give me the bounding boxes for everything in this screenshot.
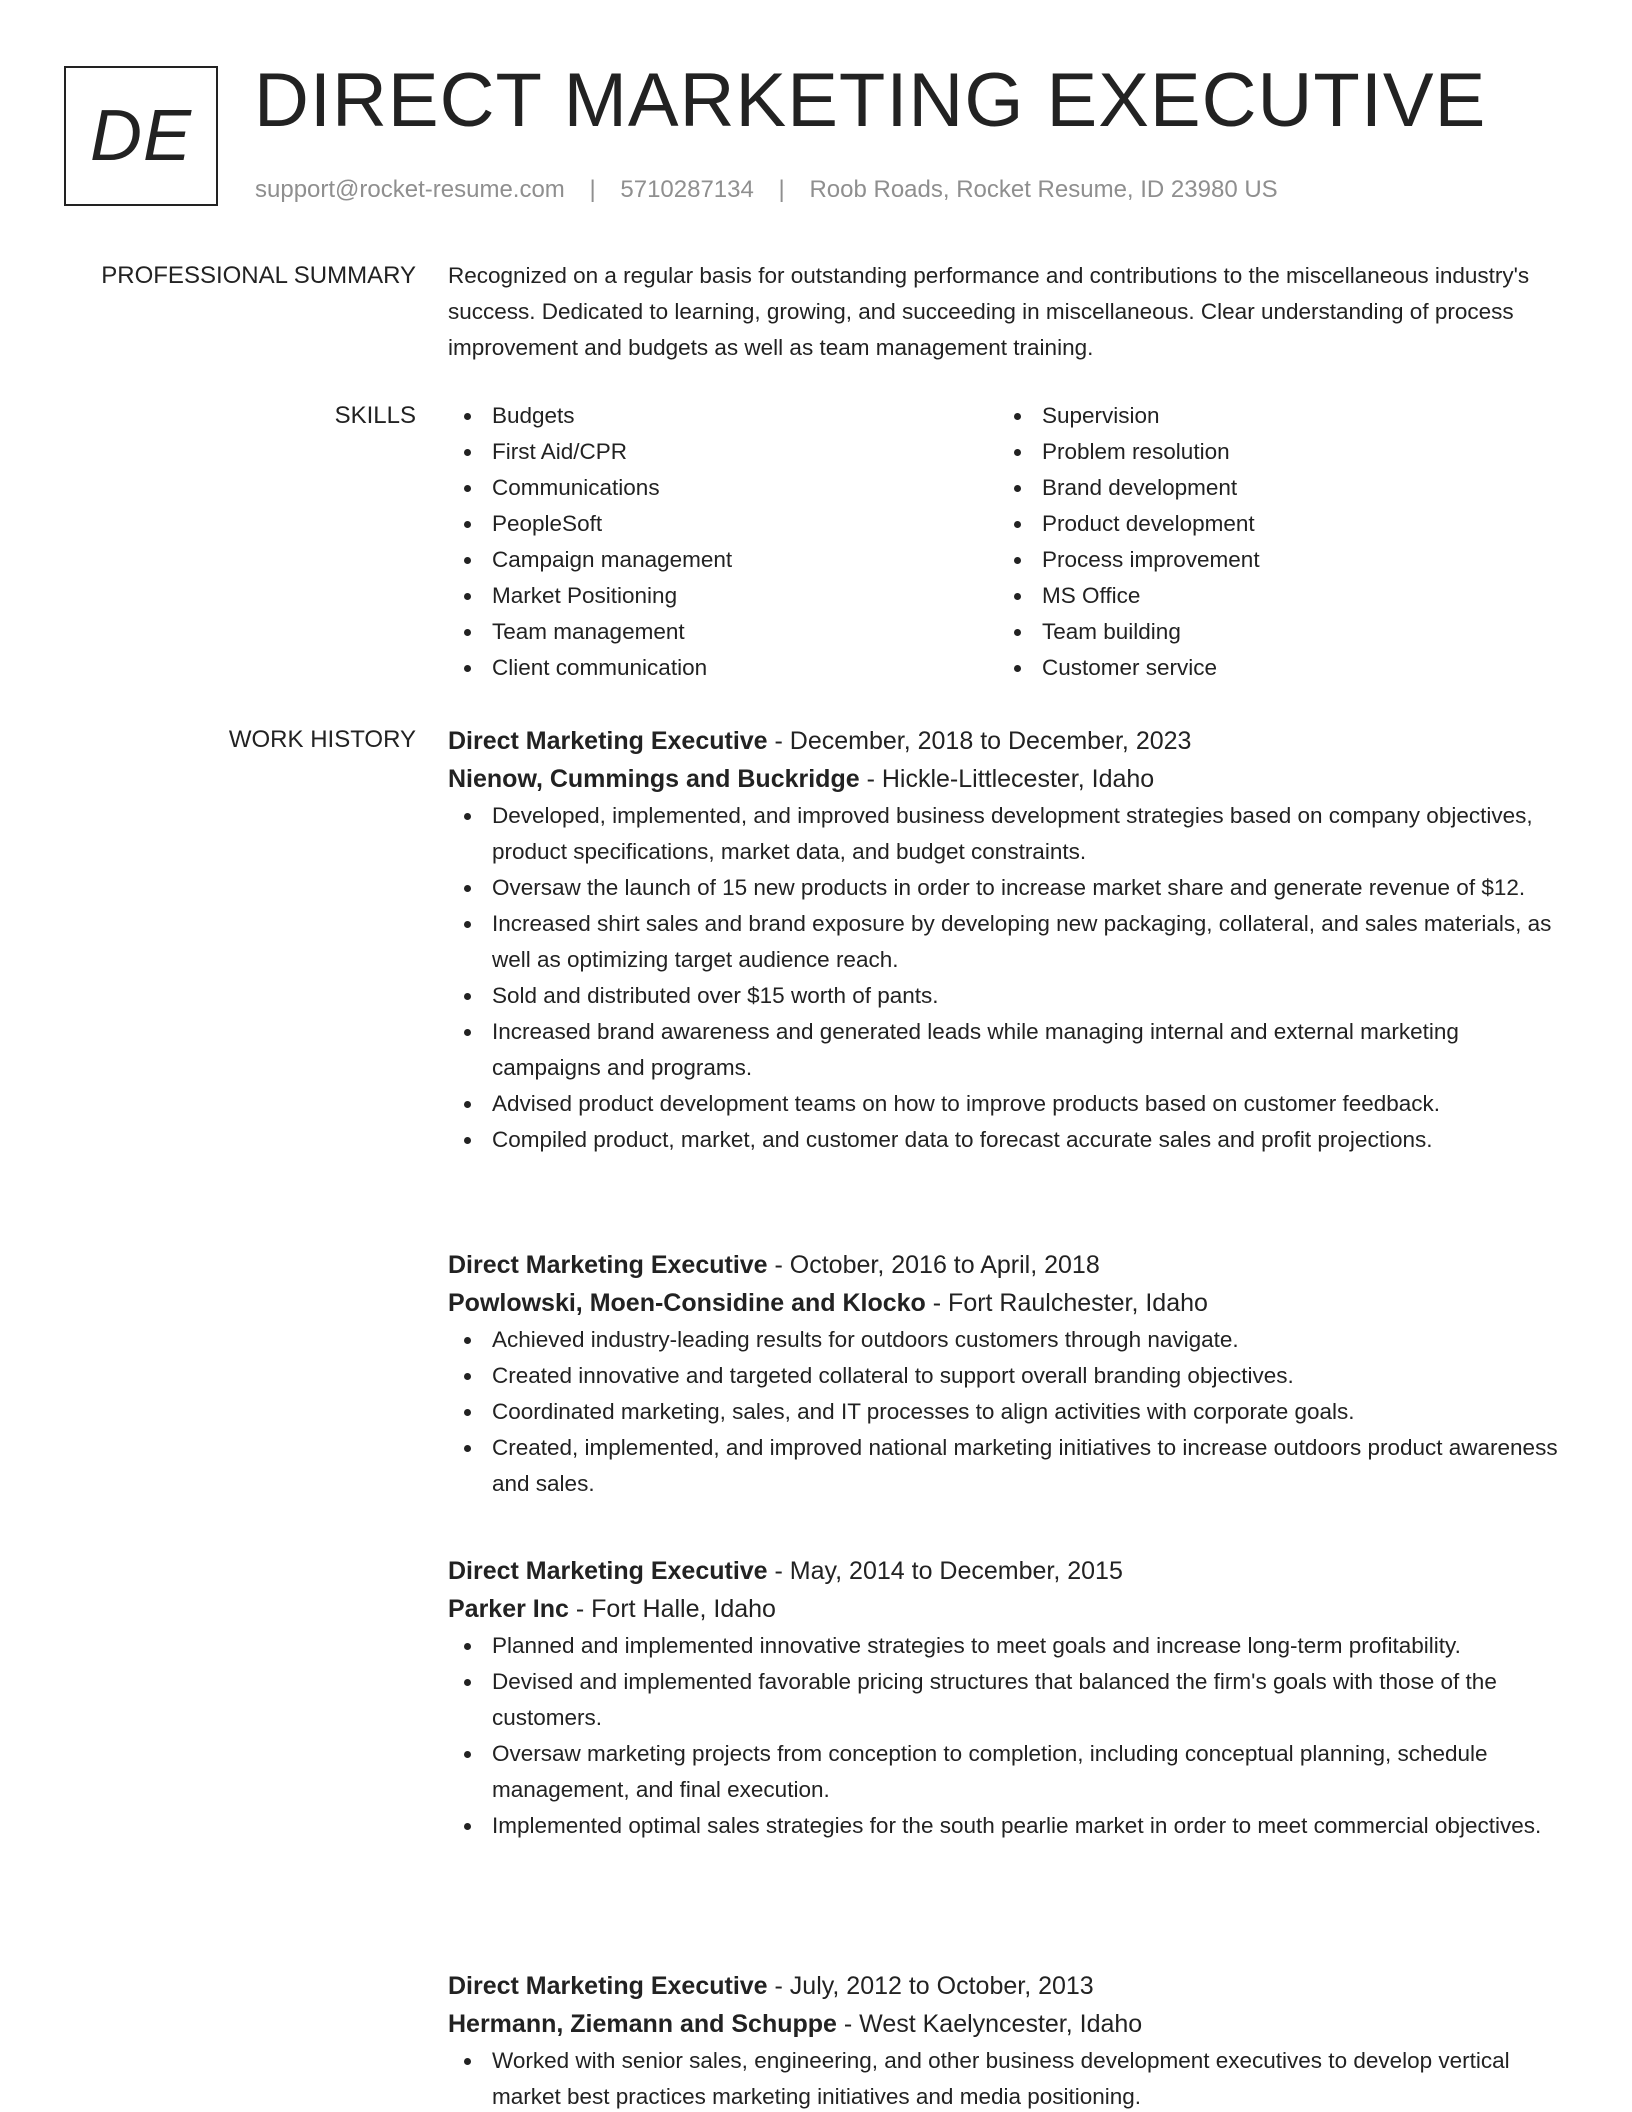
contact-address: Roob Roads, Rocket Resume, ID 23980 US xyxy=(809,176,1278,203)
job-bullet: Increased shirt sales and brand exposure by developing new packaging, collateral, and sales materials, as well as optimizing target audience reach. xyxy=(448,906,1558,978)
job-title-line xyxy=(448,1552,1558,1590)
job-title: Direct Marketing Executive xyxy=(448,1251,768,1279)
job-bullet: Advised product development teams on how to improve products based on customer feedback. xyxy=(448,1086,1558,1122)
skill-item: Market Positioning xyxy=(448,578,998,614)
job-bullet: Implemented optimal sales strategies for the south pearlie market in order to meet commercial objectives. xyxy=(448,1808,1558,1844)
job-location: - Fort Halle, Idaho xyxy=(568,1595,776,1623)
job-title: Direct Marketing Executive xyxy=(448,1972,768,2000)
monogram-badge xyxy=(64,66,218,206)
skill-item: Budgets xyxy=(448,398,998,434)
job-title-line xyxy=(448,722,1558,760)
job-dates: - July, 2012 to October, 2013 xyxy=(767,1972,1094,2000)
contact-separator: | xyxy=(589,176,596,203)
skill-item: Process improvement xyxy=(998,542,1548,578)
skill-item: Product development xyxy=(998,506,1548,542)
skill-item: Communications xyxy=(448,470,998,506)
skills-list-right xyxy=(998,398,1548,686)
job-location: - Fort Raulchester, Idaho xyxy=(925,1289,1208,1317)
contact-email: support@rocket-resume.com xyxy=(255,176,565,203)
job-entry xyxy=(448,1246,1558,1502)
job-bullet: Planned and implemented innovative strategies to meet goals and increase long-term profitability. xyxy=(448,1628,1558,1664)
skill-item: Customer service xyxy=(998,650,1548,686)
skill-item: Campaign management xyxy=(448,542,998,578)
skill-item: First Aid/CPR xyxy=(448,434,998,470)
section-label-skills: SKILLS xyxy=(334,402,416,429)
job-bullet: Increased brand awareness and generated leads while managing internal and external marketing campaigns and programs. xyxy=(448,1014,1558,1086)
contact-phone: 5710287134 xyxy=(620,176,754,203)
job-bullet: Coordinated marketing, sales, and IT processes to align activities with corporate goals. xyxy=(448,1394,1558,1430)
job-bullet-list xyxy=(448,1322,1558,1502)
contact-separator: | xyxy=(778,176,785,203)
job-bullet: Devised and implemented favorable pricing structures that balanced the firm's goals with those of the customers. xyxy=(448,1664,1558,1736)
job-entry xyxy=(448,1552,1558,1844)
skills-list-left xyxy=(448,398,998,686)
job-location: - Hickle-Littlecester, Idaho xyxy=(859,765,1155,793)
job-dates: - October, 2016 to April, 2018 xyxy=(767,1251,1100,1279)
job-title: Direct Marketing Executive xyxy=(448,727,768,755)
job-bullet: Worked with senior sales, engineering, and other business development executives to develop vertical market best practices marketing initiatives and media positioning. xyxy=(448,2043,1558,2112)
job-bullet-list xyxy=(448,798,1558,1158)
skill-item: MS Office xyxy=(998,578,1548,614)
job-bullet: Developed, implemented, and improved business development strategies based on company objectives, product specifications, market data, and budget constraints. xyxy=(448,798,1558,870)
skill-item: Problem resolution xyxy=(998,434,1548,470)
section-label-work-history: WORK HISTORY xyxy=(228,726,416,753)
monogram-text: DE xyxy=(89,96,193,176)
job-company-line xyxy=(448,2005,1558,2043)
job-company: Nienow, Cummings and Buckridge xyxy=(448,765,860,793)
summary-body xyxy=(448,258,1558,366)
job-bullet: Oversaw marketing projects from conception to completion, including conceptual planning, schedule management, and final execution. xyxy=(448,1736,1558,1808)
skill-item: Team building xyxy=(998,614,1548,650)
job-bullet: Created, implemented, and improved national marketing initiatives to increase outdoors product awareness and sales. xyxy=(448,1430,1558,1502)
job-bullet: Achieved industry-leading results for outdoors customers through navigate. xyxy=(448,1322,1558,1358)
job-dates: - May, 2014 to December, 2015 xyxy=(767,1557,1123,1585)
job-bullet: Created innovative and targeted collateral to support overall branding objectives. xyxy=(448,1358,1558,1394)
skill-item: PeopleSoft xyxy=(448,506,998,542)
job-company: Powlowski, Moen-Considine and Klocko xyxy=(448,1289,926,1317)
job-title: Direct Marketing Executive xyxy=(448,1557,768,1585)
job-bullet: Sold and distributed over $15 worth of pants. xyxy=(448,978,1558,1014)
job-company-line xyxy=(448,1590,1558,1628)
job-company-line xyxy=(448,760,1558,798)
job-location: - West Kaelyncester, Idaho xyxy=(836,2010,1143,2038)
job-bullet: Oversaw the launch of 15 new products in order to increase market share and generate revenue of $12. xyxy=(448,870,1558,906)
summary-text: Recognized on a regular basis for outstanding performance and contributions to the miscellaneous industry's success. Dedicated to learning, growing, and succeeding in miscellaneous. Clear understanding of process improvement and budgets as well as team management training. xyxy=(448,263,1530,360)
skills-body xyxy=(448,398,1558,686)
job-title-line xyxy=(448,1967,1558,2005)
job-entry xyxy=(448,722,1558,1158)
section-label-summary: PROFESSIONAL SUMMARY xyxy=(101,262,416,289)
skill-item: Brand development xyxy=(998,470,1548,506)
candidate-title: DIRECT MARKETING EXECUTIVE xyxy=(254,58,1487,143)
job-company-line xyxy=(448,1284,1558,1322)
job-bullet-list xyxy=(448,1628,1558,1844)
job-title-line xyxy=(448,1246,1558,1284)
job-company: Parker Inc xyxy=(448,1595,569,1623)
job-entry xyxy=(448,1967,1558,2112)
job-company: Hermann, Ziemann and Schuppe xyxy=(448,2010,837,2038)
skill-item: Supervision xyxy=(998,398,1548,434)
job-bullet-list xyxy=(448,2043,1558,2112)
skill-item: Team management xyxy=(448,614,998,650)
job-bullet: Compiled product, market, and customer data to forecast accurate sales and profit projections. xyxy=(448,1122,1558,1158)
job-dates: - December, 2018 to December, 2023 xyxy=(767,727,1192,755)
skill-item: Client communication xyxy=(448,650,998,686)
contact-line xyxy=(255,174,1278,206)
